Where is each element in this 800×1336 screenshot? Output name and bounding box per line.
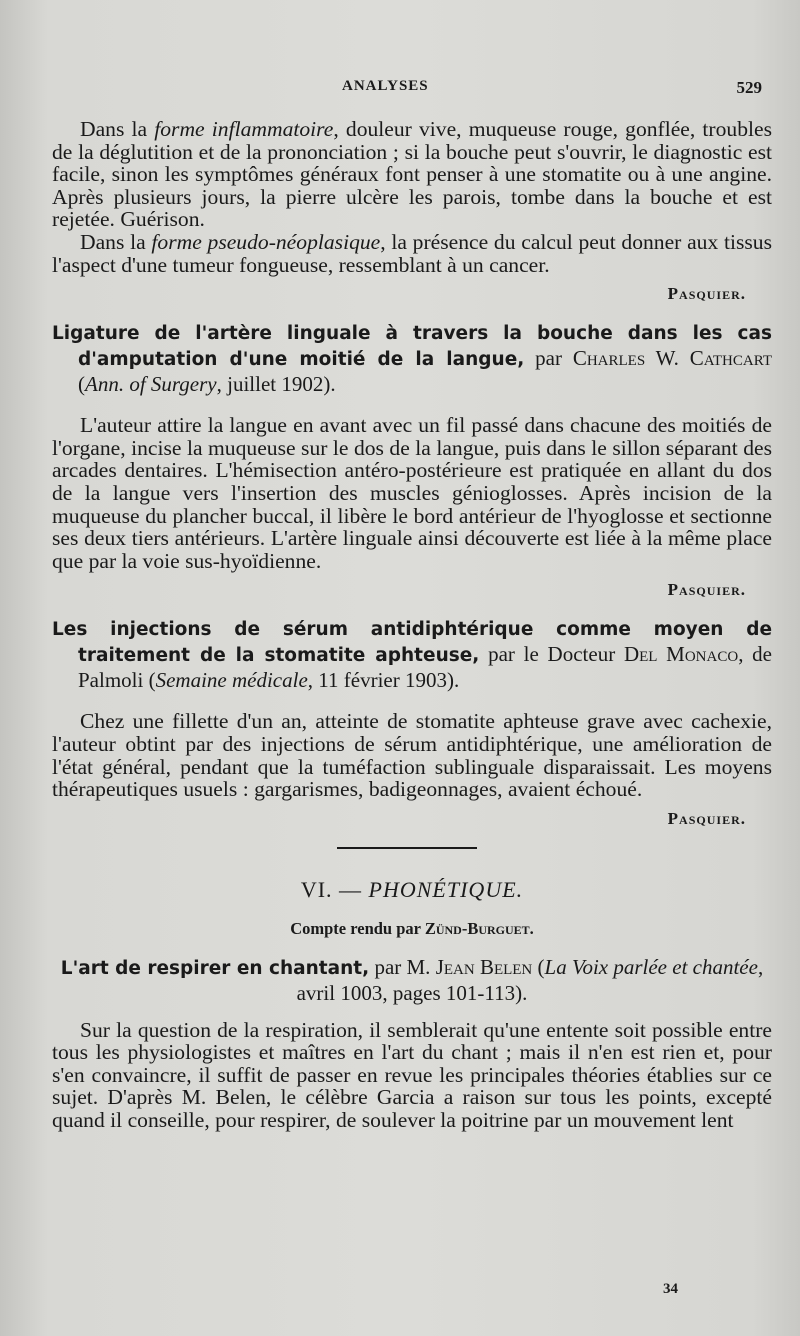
text-run: Compte rendu par: [290, 918, 425, 938]
page-number: 529: [736, 78, 762, 97]
article-title-ligature: [52, 322, 772, 398]
signature-pasquier-3: Pasquier.: [667, 808, 746, 828]
paragraph-pseudo-neoplastic-form: [52, 231, 772, 276]
text-run: (: [78, 372, 85, 397]
paragraph-inflammatory-form: [52, 118, 772, 231]
running-head: [52, 78, 772, 106]
text-run: Dans la: [80, 117, 155, 141]
text-run: (: [532, 954, 545, 979]
text-run: , 11 février 1903).: [307, 668, 460, 693]
text-run: par le Docteur: [479, 642, 624, 667]
text-run: par M.: [369, 954, 436, 979]
section-name: PHONÉTIQUE.: [368, 876, 524, 902]
paragraph-injections-body: Chez une fillette d'un an, atteinte de stomatite aphteuse grave avec cachexie, l'auteur obtint par des injections de sérum antidiphtérique, une amélioration de l'état général, pendant que la tuméfaction sublinguale disparaissait. Les moyens thérapeutiques usuels : gargarismes, badigeonnages, avaient échoué.: [52, 709, 772, 802]
signature-pasquier-2: Pasquier.: [667, 580, 746, 600]
compte-rendu-line: [52, 919, 772, 939]
paragraph-respirer-body: Sur la question de la respiration, il semblerait qu'une entente soit possible entre tous les physiologistes et maîtres en l'art du chant ; mais il n'en est rien et, pour s'en convaincre, il suffit de passer en revue les principales théories établies sur ce sujet. D'après M. Belen, le célèbre Garcia a raison sur tous les points, excepté quand il conseille, pour respirer, de soulever la poitrine par un mouvement lent: [52, 1017, 772, 1133]
article-title-respirer: [52, 955, 772, 1007]
article-title-injections: [52, 618, 772, 694]
author-name: Del Monaco: [623, 642, 739, 667]
title-text: L'art de respirer en chantant,: [60, 957, 370, 979]
section-number: VI. —: [300, 876, 369, 902]
reviewer-name: Zünd-Burguet.: [424, 918, 534, 938]
author-name: Charles W. Cathcart: [572, 346, 772, 371]
section-divider: [337, 847, 477, 849]
running-title: ANALYSES: [342, 78, 429, 94]
text-run: , douleur vive, muqueuse rouge, gonflée, troubles de la déglutition et de la prononciation ; si la bouche peut s'ouvrir, le diagnostic est facile, sinon les symptômes généraux font penser à une stomatite ou à une angine. Après plusieurs jours, la pierre ulcère les parois, tombe dans la bouche et est rejetée. Guérison.: [52, 117, 773, 232]
source-journal: Ann. of Surgery: [85, 372, 217, 397]
signature-mark: 34: [663, 1281, 678, 1297]
text-run: , juillet 1902).: [216, 372, 336, 397]
title-text: Les injections de sérum antidiphtérique comme moyen de traitement de la stomatite aphteuse,: [52, 619, 772, 667]
paragraph-ligature-body: L'auteur attire la langue en avant avec un fil passé dans chacune des moitiés de l'organe, incise la muqueuse sur le dos de la langue, puis dans le sillon séparant des arcades dentaires. L'hémisection antéro-postérieure est pratiquée en allant du dos de la langue vers l'insertion des muscles génioglosses. Après incision de la muqueuse du plancher buccal, il libère le bord antérieur de l'hyoglosse et sectionne ses deux tiers antérieurs. L'artère linguale ainsi découverte est liée à la même place que par la voie sus-hyoïdienne.: [52, 413, 772, 573]
section-heading: [52, 877, 772, 903]
source-journal: La Voix parlée et chantée: [544, 954, 758, 979]
title-text: Ligature de l'artère linguale à travers la bouche dans les cas d'amputation d'une moitié de la langue,: [52, 323, 772, 371]
emphasis: forme inflammatoire: [154, 117, 334, 141]
text-run: Dans la: [80, 229, 152, 254]
author-name: Jean Belen: [435, 954, 533, 979]
text-run: , de Palmoli (: [78, 642, 773, 693]
text-run: , avril 1003, pages 101-113).: [296, 954, 764, 1005]
signature-pasquier-1: Pasquier.: [667, 284, 746, 304]
text-run: par: [524, 346, 573, 371]
text-run: , la présence du calcul peut donner aux tissus l'aspect d'une tumeur fongueuse, ressemblant à un cancer.: [52, 229, 773, 277]
emphasis: forme pseudo-néoplasique: [151, 229, 381, 254]
source-journal: Semaine médicale: [155, 668, 308, 693]
